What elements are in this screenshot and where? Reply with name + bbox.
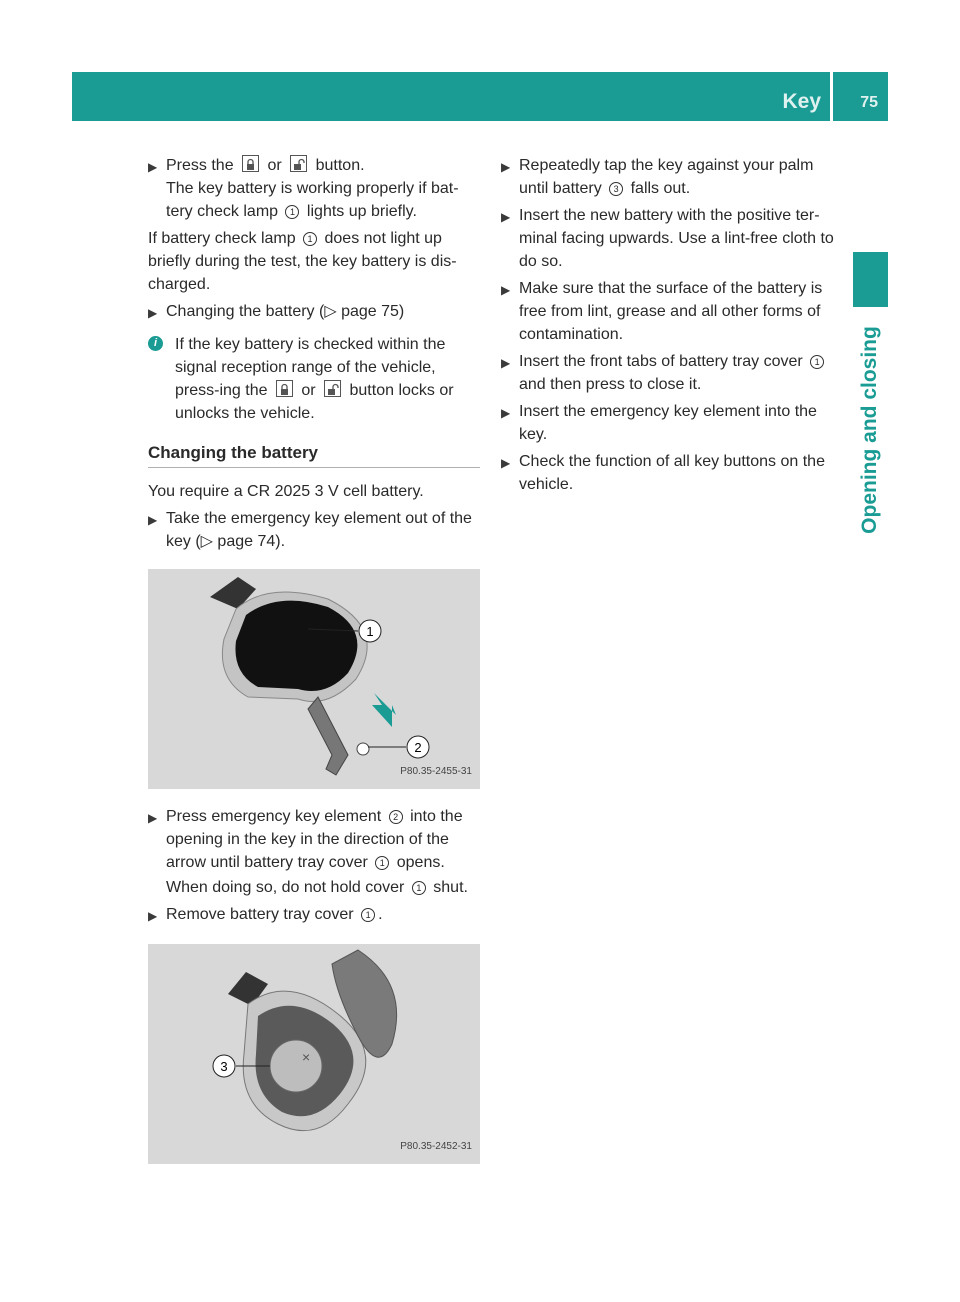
figure-reference: P80.35-2452-31: [400, 1141, 472, 1152]
step-text: tery check lamp: [166, 203, 283, 220]
step-text: opens.: [392, 854, 445, 871]
step-check-buttons: [501, 450, 835, 496]
note-text: or: [296, 382, 321, 399]
step-tap-key: [501, 154, 835, 200]
callout-number: 2: [389, 810, 403, 824]
step-insert-key: [501, 400, 835, 446]
battery-illustration: [148, 944, 480, 1164]
figure-reference: P80.35-2455-31: [400, 766, 472, 777]
callout-number: 1: [361, 908, 375, 922]
step-text: .: [378, 906, 383, 923]
step-clean-surface: [501, 277, 835, 346]
step-text: falls out.: [626, 180, 691, 197]
step-arrow-icon: [148, 300, 166, 325]
unlock-icon: [290, 155, 307, 172]
paragraph-text: does not light up briefly during the test, the key battery is dis-charged.: [148, 230, 457, 293]
figure-callout-1: 1: [366, 624, 374, 639]
note-text: If the key battery is checked within the signal reception range of the vehicle, press-ing the: [175, 336, 446, 399]
svg-text:×: ×: [302, 1049, 311, 1065]
step-text: Press the: [166, 157, 239, 174]
paragraph-text: If battery check lamp: [148, 230, 301, 247]
step-arrow-icon: [148, 805, 166, 899]
step-remove-cover: [148, 903, 480, 928]
callout-number: 1: [285, 205, 299, 219]
callout-number: 3: [609, 182, 623, 196]
key-illustration: [148, 569, 480, 789]
step-arrow-icon: [501, 277, 519, 346]
step-text: Make sure that the surface of the battery is free from lint, grease and all other forms of contamination.: [519, 280, 823, 343]
step-press-button: [148, 154, 480, 223]
right-column: [501, 154, 835, 500]
step-text: or: [263, 157, 287, 174]
unlock-icon: [324, 380, 341, 397]
paragraph: [148, 227, 480, 296]
header-divider: [830, 72, 833, 121]
step-insert-tabs: [501, 350, 835, 396]
step-arrow-icon: [501, 204, 519, 273]
info-icon: i: [148, 336, 163, 351]
figure-callout-2: 2: [414, 740, 422, 755]
callout-number: 1: [412, 881, 426, 895]
left-column: [148, 154, 480, 1180]
callout-number: 1: [303, 232, 317, 246]
step-arrow-icon: [148, 154, 166, 223]
figure-callout-3: 3: [220, 1059, 228, 1074]
step-insert-battery: [501, 204, 835, 273]
paragraph: You require a CR 2025 3 V cell battery.: [148, 483, 424, 500]
section-heading: Changing the battery: [148, 441, 480, 468]
step-text: When doing so, do not hold cover: [166, 879, 409, 896]
info-note: [148, 333, 480, 425]
note-text: button locks or unlocks the vehicle.: [175, 382, 454, 422]
step-text: Insert the emergency key element into the key.: [519, 403, 817, 443]
step-text: lights up briefly.: [302, 203, 417, 220]
step-text: Insert the new battery with the positive ter-minal facing upwards. Use a lint-free cloth to do so.: [519, 207, 834, 270]
step-arrow-icon: [501, 400, 519, 446]
step-text: Insert the front tabs of battery tray cover: [519, 353, 808, 370]
figure-battery-tray: [148, 944, 480, 1164]
section-side-label: Opening and closing: [858, 326, 881, 534]
lock-icon: [242, 155, 259, 172]
step-arrow-icon: [501, 450, 519, 496]
header-bar: [72, 72, 888, 121]
step-arrow-icon: [148, 507, 166, 553]
step-changing-battery-link: [148, 300, 480, 325]
step-text: into the opening in the key in the direction of the arrow until battery tray cover: [166, 808, 463, 871]
step-text[interactable]: Changing the battery (▷ page 75): [166, 303, 405, 320]
step-press-emergency-key: [148, 805, 480, 899]
step-arrow-icon: [148, 903, 166, 928]
page-title: Key: [782, 90, 821, 113]
callout-number: 1: [810, 355, 824, 369]
lock-icon: [276, 380, 293, 397]
page-number: 75: [860, 94, 878, 111]
callout-number: 1: [375, 856, 389, 870]
step-text: shut.: [428, 879, 468, 896]
step-take-key-out: [148, 507, 480, 553]
step-arrow-icon: [501, 350, 519, 396]
step-text: and then press to close it.: [519, 376, 702, 393]
step-text: Repeatedly tap the key against your palm until battery: [519, 157, 814, 197]
side-tab: [853, 252, 888, 307]
step-text: The key battery is working properly if bat-: [166, 180, 459, 197]
step-text: Press emergency key element: [166, 808, 386, 825]
step-text: Check the function of all key buttons on the vehicle.: [519, 453, 825, 493]
step-text: Take the emergency key element out of the key (▷ page 74).: [166, 510, 472, 550]
step-arrow-icon: [501, 154, 519, 200]
figure-key-open: [148, 569, 480, 789]
step-text: Remove battery tray cover: [166, 906, 359, 923]
step-text: button.: [311, 157, 365, 174]
